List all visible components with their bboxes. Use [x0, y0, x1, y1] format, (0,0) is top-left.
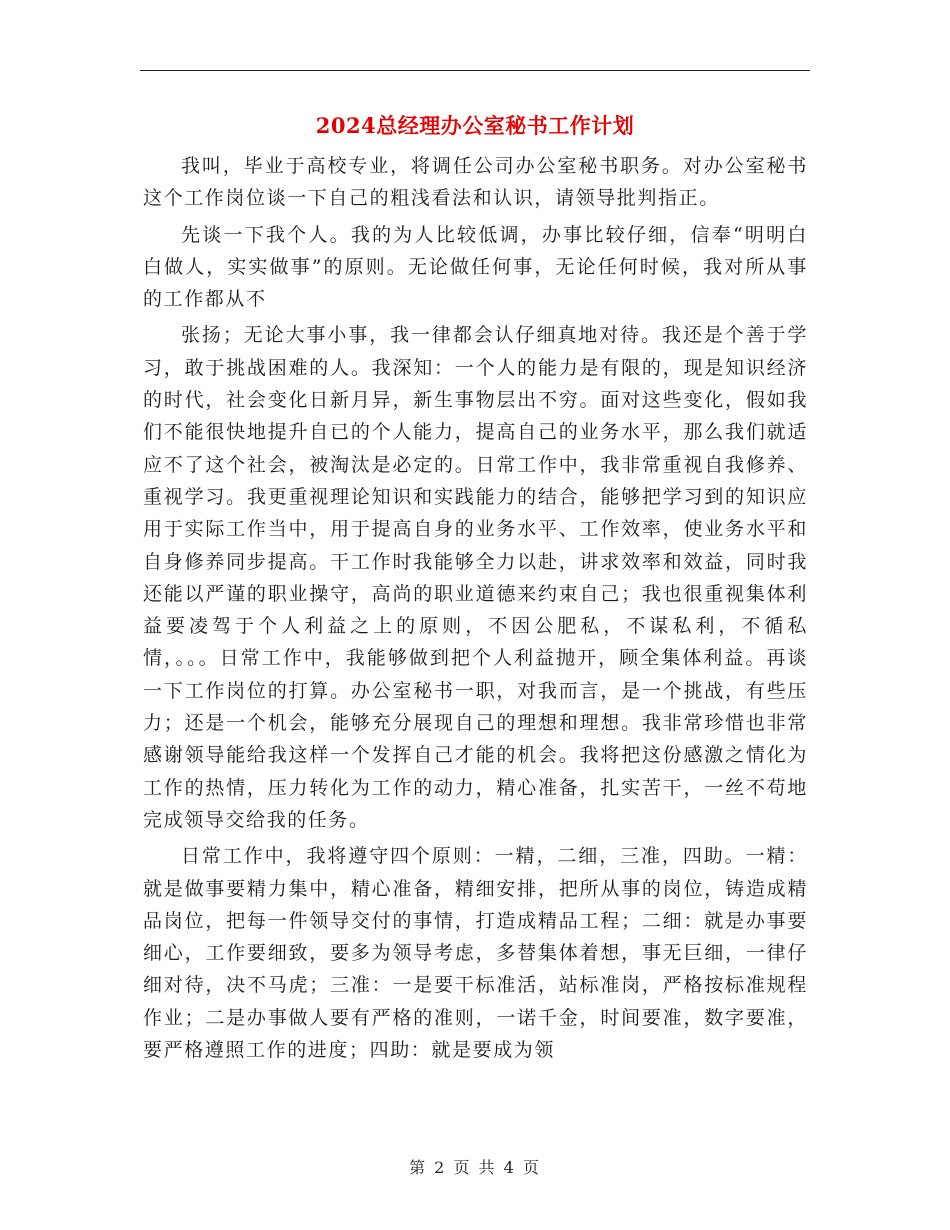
paragraph-1: 我叫，毕业于高校专业，将调任公司办公室秘书职务。对办公室秘书这个工作岗位谈一下自己的粗浅看法和认识，请领导批判指正。: [143, 155, 808, 210]
paragraph-4: 日常工作中，我将遵守四个原则：一精，二细，三准，四助。一精：就是做事要精力集中，精心准备，精细安排，把所从事的岗位，铸造成精品岗位，把每一件领导交付的事情，打造成精品工程；二细：就是办事要细心，工作要细致，要多为领导考虑，多替集体着想，事无巨细，一律仔细对待，决不马虎；三准：一是要干标准活，站标准岗，严格按标准规程作业；二是办事做人要有严格的准则，一诺千金，时间要准，数字要准，要严格遵照工作的进度；四助：就是要成为领: [143, 845, 808, 1062]
header-rule: [140, 70, 810, 71]
page-number-footer: 第 2 页 共 4 页: [409, 1158, 541, 1177]
paragraph-2: 先谈一下我个人。我的为人比较低调，办事比较仔细，信奉“明明白白做人，实实做事”的原则。无论做任何事，无论任何时候，我对所从事的工作都从不: [143, 223, 808, 311]
paragraph-3: 张扬；无论大事小事，我一律都会认仔细真地对待。我还是个善于学习，敢于挑战困难的人。我深知：一个人的能力是有限的，现是知识经济的时代，社会变化日新月异，新生事物层出不穷。面对这些变化，假如我们不能很快地提升自已的个人能力，提高自己的业务水平，那么我们就适应不了这个社会，被淘汰是必定的。日常工作中，我非常重视自我修养、重视学习。我更重视理论知识和实践能力的结合，能够把学习到的知识应用于实际工作当中，用于提高自身的业务水平、工作效率，使业务水平和自身修养同步提高。干工作时我能够全力以赴，讲求效率和效益，同时我还能以严谨的职业操守，高尚的职业道德来约束自己；我也很重视集体利益要凌驾于个人利益之上的原则，不因公肥私，不谋私利，不循私情，。。。日常工作中，我能够做到把个人利益抛开，顾全集体利益。再谈一下工作岗位的打算。办公室秘书一职，对我而言，是一个挑战，有些压力；还是一个机会，能够充分展现自己的理想和理想。我非常珍惜也非常感谢领导能给我这样一个发挥自己才能的机会。我将把这份感激之情化为工作的热情，压力转化为工作的动力，精心准备，扎实苦干，一丝不苟地完成领导交给我的任务。: [143, 324, 808, 831]
document-body: [143, 150, 808, 1066]
document-title: 2024总经理办公室秘书工作计划: [315, 113, 635, 138]
